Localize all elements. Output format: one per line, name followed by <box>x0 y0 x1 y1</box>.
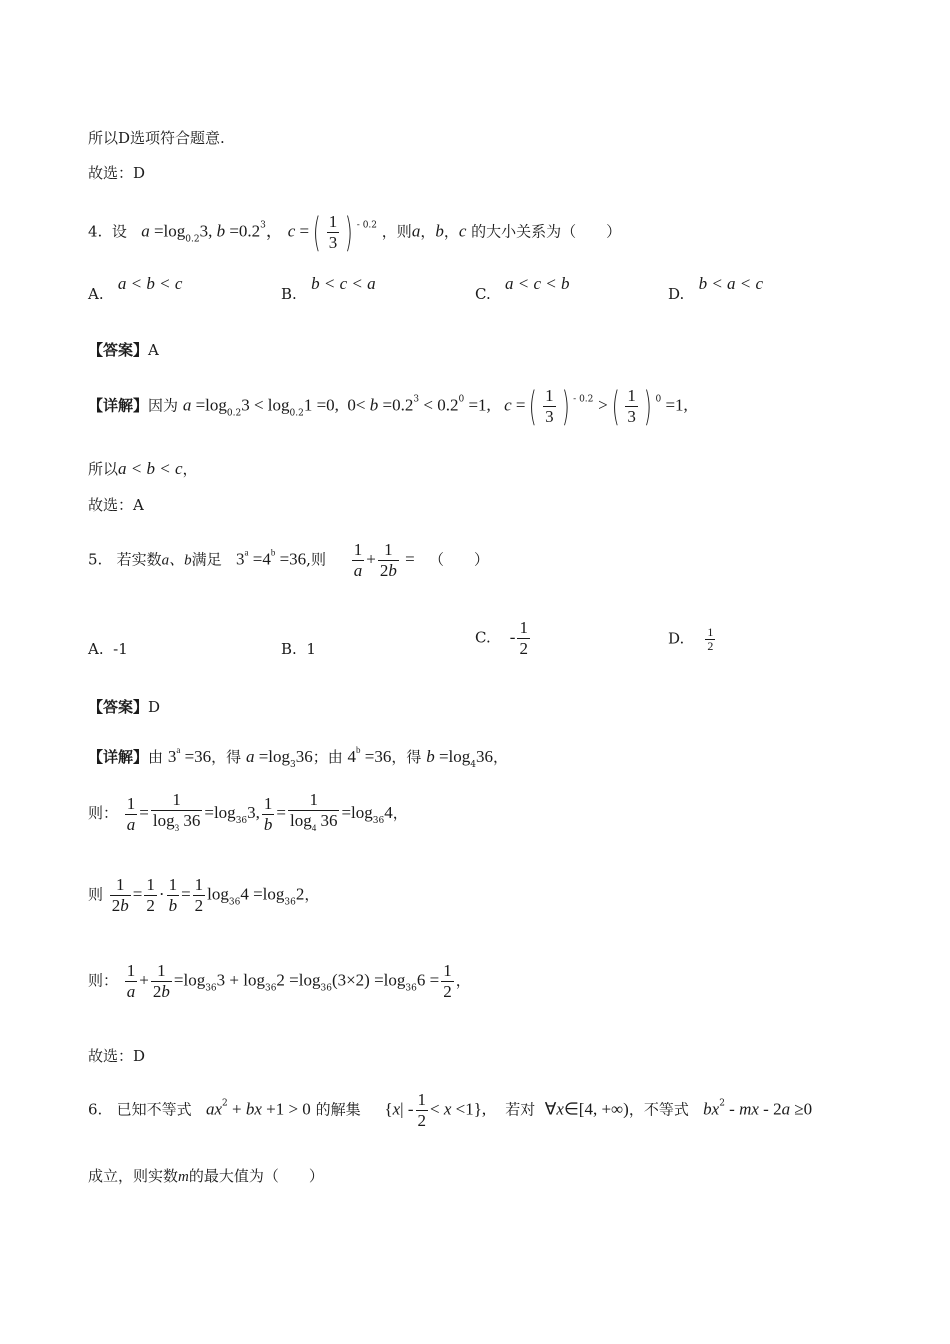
option-a: A. -1 <box>88 640 128 658</box>
calc-line: 则： $\frac{1}{a}$ + $\frac{1}{2b}$ $=\log_{36}3 + \log_{36}2 =\log_{36}(3\times 2) =\log_{36}6$ = $\frac{1}{2}$ ， <box>88 961 471 1001</box>
detail-4: 【详解】因为 $a =\log_{0.2}3 < \log_{0.2}1 =0$, $0< b =0.2^3 < 0.2^0 =1$, c =( $\frac{1}{3}$ ) $^{- 0.2}$ >( $\frac{1}{3}$ ) $^0$ =1, <box>88 383 688 430</box>
text-line: 所以a < b < c， <box>88 459 198 478</box>
question-6: 6. 已知不等式 $ax^2$ + bx +1 > 0 的解集 {x| - $\frac{1}{2}$ < x <1}, 若对 ∀x∈[4, +∞)，不等式 $bx^2$ - mx - 2a ≥0 <box>88 1090 813 1130</box>
answer-4: 【答案】A <box>88 341 159 359</box>
text-line: 成立，则实数m的最大值为（ ） <box>88 1167 324 1185</box>
option-a: A. a < b < c <box>88 274 183 303</box>
text-line: 故选：A <box>88 496 144 514</box>
calc-line: 则 $\frac{1}{2b}$ = $\frac{1}{2}$ · $\frac{1}{b}$ = $\frac{1}{2}$ $\log_{36}4 =\log_{36}2$， <box>88 875 320 915</box>
answer-5: 【答案】D <box>88 698 161 716</box>
option-b: B. 1 <box>281 640 316 658</box>
question-4: 4. 设 $a =\log_{0.2}3$, $b =0.2^3$， c =( $\frac{1}{3}$ ) $^{- 0.2}$ ，则a，b，c 的大小关系为（ ） <box>88 209 622 256</box>
calc-line: 则： $\frac{1}{a}$ = $\frac{1}{\log_3 36}$ $=\log_{36}3$, $\frac{1}{b}$ = $\frac{1}{\log_4 36}$ $=\log_{36}4$， <box>88 790 408 834</box>
text-line: 故选：D <box>88 164 146 182</box>
option-c: C. - $\frac{1}{2}$ <box>475 618 528 658</box>
text-line: 故选：D <box>88 1047 146 1065</box>
option-d: D. b < a < c <box>668 274 764 303</box>
text-line: 所以D选项符合题意. <box>88 129 225 147</box>
option-b: B. b < c < a <box>281 274 376 303</box>
option-d: D. $\frac{1}{2}$ <box>668 625 714 653</box>
detail-5: 【详解】由 $3^a =36$，得 $a =\log_336$；由 $4^b =36$，得 $b =\log_436$， <box>88 745 508 770</box>
question-5: 5. 若实数a、b满足 $3^a =4^b =36$,则 $\frac{1}{a}$ + $\frac{1}{2b}$ = （ ） <box>88 540 490 580</box>
option-c: C. a < c < b <box>475 274 570 303</box>
